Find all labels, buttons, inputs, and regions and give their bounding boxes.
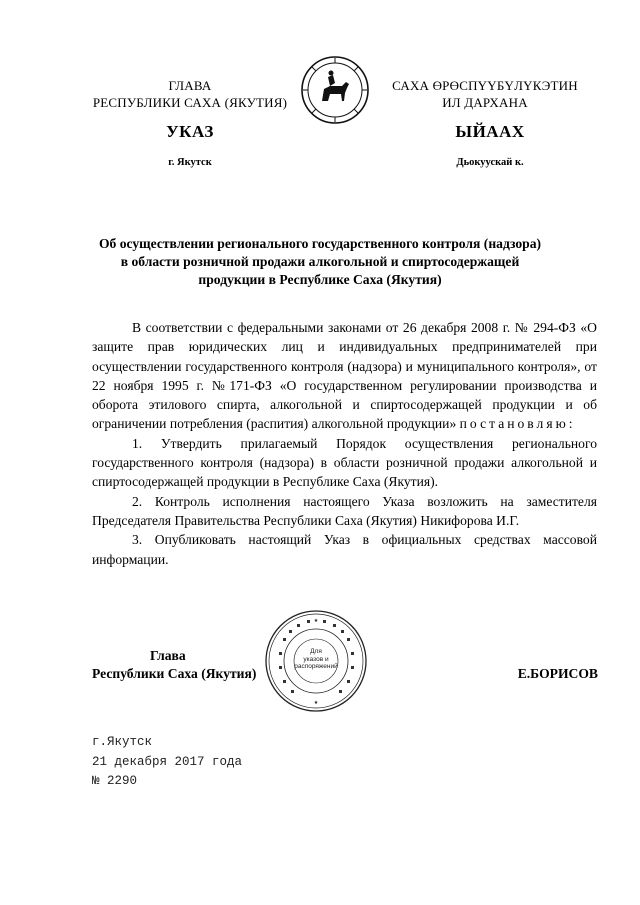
coat-of-arms-emblem	[300, 55, 370, 125]
header-right	[375, 77, 595, 111]
signature-title-line1: Глава	[150, 648, 186, 663]
doc-type-left: УКАЗ	[166, 122, 214, 141]
decree-item-3: 3. Опубликовать настоящий Указ в официальных средствах массовой информации.	[92, 532, 597, 567]
signature-title-line2: Республики Саха (Якутия)	[92, 666, 257, 681]
footer-date: 21 декабря 2017 года	[92, 754, 243, 769]
header-left-line1: ГЛАВА	[168, 78, 212, 93]
stamp-line3: распоряжений	[294, 663, 338, 670]
doc-type-right: ЫЙААХ	[455, 122, 525, 141]
decree-title-line2: в области розничной продажи алкогольной и спиртосодержащей	[120, 254, 520, 269]
signatory-name: Е.БОРИСОВ	[517, 666, 598, 681]
svg-text:★: ★	[313, 701, 319, 706]
decree-word: постановляю:	[459, 416, 576, 432]
stamp-center-text	[293, 648, 339, 671]
footer-block	[92, 733, 242, 792]
footer-number: № 2290	[92, 774, 138, 788]
decree-body	[92, 318, 597, 569]
signature-title	[92, 647, 282, 683]
preamble-paragraph	[92, 318, 597, 434]
decree-title	[60, 235, 580, 289]
stamp-line1: Для	[310, 648, 322, 655]
decree-title-line1: Об осуществлении регионального государственного контроля (надзора)	[98, 236, 542, 251]
decree-item-1: 1. Утвердить прилагаемый Порядок осуществления регионального государственного контроля (надзора) в области розничной продажи алкогольной и спиртосодержащей продукции в Республике Саха (Якутия).	[92, 435, 597, 490]
decree-item-2: 2. Контроль исполнения настоящего Указа возложить на заместителя Председателя Правительства Республики Саха (Якутия) Никифорова И.Г.	[92, 493, 597, 528]
header-right-line2: ИЛ ДАРХАНА	[442, 95, 528, 110]
decree-title-line3: продукции в Республике Саха (Якутия)	[198, 272, 442, 287]
city-left: г. Якутск	[168, 157, 212, 168]
preamble-text: В соответствии с федеральными законами от 26 декабря 2008 г. № 294-ФЗ «О защите прав юридических лиц и индивидуальных предпринимателей при осуществлении государственного контроля (надзора) и муниципального контроля», от 22 ноября 1995 г. №171-ФЗ «О государственном регулировании производства и оборота этилового спирта, алкогольной и спиртосодержащей продукции и об ограничении потребления (распития) алкогольной продукции»	[92, 320, 597, 432]
svg-text:★: ★	[313, 619, 319, 624]
stamp-line2: указов и	[303, 655, 329, 663]
footer-city: г.Якутск	[92, 735, 153, 749]
header-left	[70, 77, 310, 111]
header-right-line1: САХА ӨРӨСПҮҮБҮЛҮКЭТИН	[392, 78, 578, 93]
header-left-line2: РЕСПУБЛИКИ САХА (ЯКУТИЯ)	[92, 95, 288, 110]
city-right: Дьокуускай к.	[456, 157, 524, 168]
